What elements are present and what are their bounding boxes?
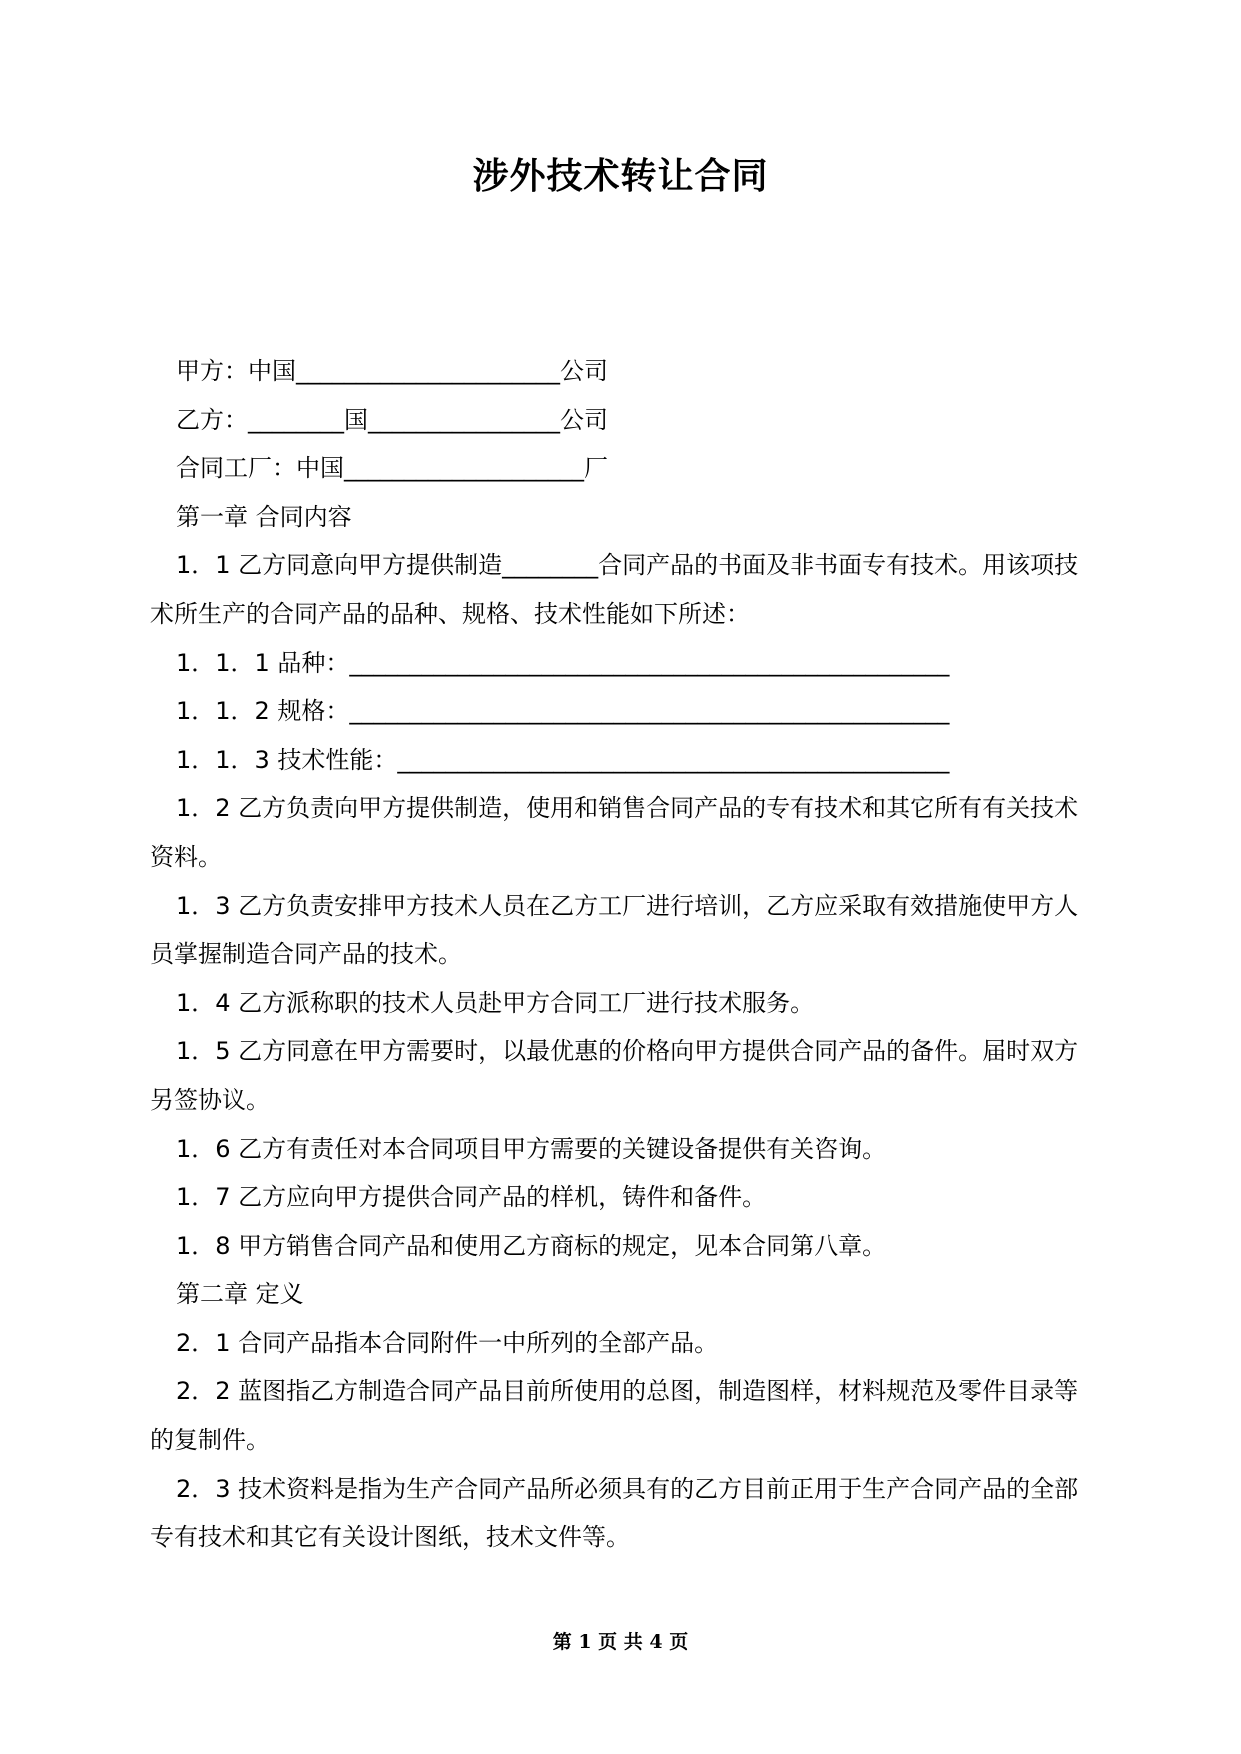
clause-1-4: 1．4 乙方派称职的技术人员赴甲方合同工厂进行技术服务。 — [176, 988, 815, 1017]
chapter-2-heading: 第二章 定义 — [176, 1280, 304, 1309]
document-title: 涉外技术转让合同 — [472, 156, 769, 197]
chapter-1-heading: 第一章 合同内容 — [176, 502, 352, 531]
clause-2-3: 2．3 技术资料是指为生产合同产品所必须具有的乙方目前正用于生产合同产品的全部专有技术和其它有关设计图纸，技术文件等。 — [150, 1474, 1079, 1552]
clause-1-8: 1．8 甲方销售合同产品和使用乙方商标的规定，见本合同第八章。 — [176, 1231, 887, 1260]
clause-1-1: 1．1 乙方同意向甲方提供制造________合同产品的书面及非书面专有技术。用该项技术所生产的合同产品的品种、规格、技术性能如下所述： — [150, 551, 1079, 628]
clause-1-3: 1．3 乙方负责安排甲方技术人员在乙方工厂进行培训，乙方应采取有效措施使甲方人员掌握制造合同产品的技术。 — [150, 891, 1079, 969]
party-b-line: 乙方：________国________________公司 — [176, 405, 608, 434]
clause-1-7: 1．7 乙方应向甲方提供合同产品的样机，铸件和备件。 — [176, 1183, 767, 1212]
page-footer: 第 1 页 共 4 页 — [552, 1631, 689, 1653]
clause-1-1-1: 1．1．1 品种：__________________________________________________ — [176, 648, 950, 677]
clause-1-2: 1．2 乙方负责向甲方提供制造，使用和销售合同产品的专有技术和其它所有有关技术资料。 — [150, 794, 1079, 871]
clause-1-5: 1．5 乙方同意在甲方需要时，以最优惠的价格向甲方提供合同产品的备件。届时双方另签协议。 — [150, 1037, 1079, 1114]
clause-1-6: 1．6 乙方有责任对本合同项目甲方需要的关键设备提供有关咨询。 — [176, 1134, 887, 1163]
document-body — [150, 347, 1090, 1562]
clause-1-1-2: 1．1．2 规格：__________________________________________________ — [176, 697, 950, 726]
contract-factory-line: 合同工厂：中国____________________厂 — [176, 454, 608, 483]
clause-2-1: 2．1 合同产品指本合同附件一中所列的全部产品。 — [176, 1328, 719, 1357]
party-a-line: 甲方：中国______________________公司 — [176, 357, 608, 385]
clause-1-1-3: 1．1．3 技术性能：______________________________________________ — [176, 745, 950, 774]
clause-2-2: 2．2 蓝图指乙方制造合同产品目前所使用的总图，制造图样，材料规范及零件目录等的复制件。 — [150, 1377, 1079, 1455]
